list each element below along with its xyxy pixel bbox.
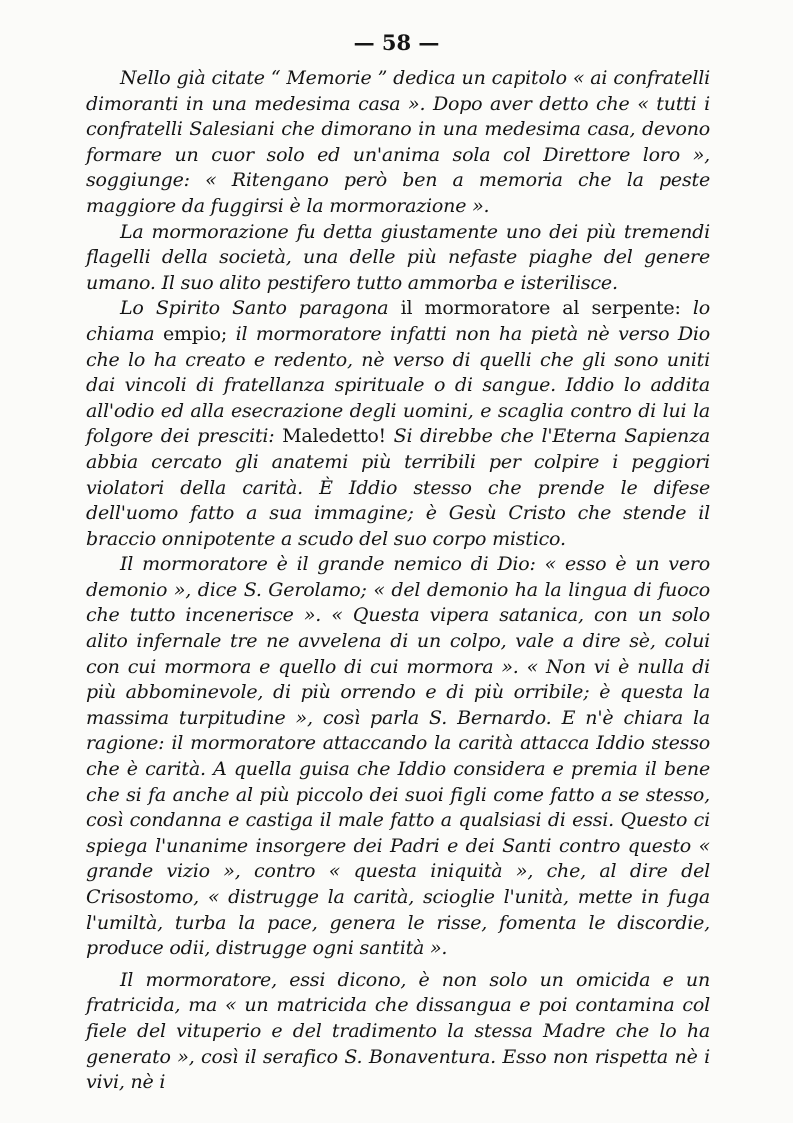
text-segment: La mormorazione fu detta giustamente uno dei più tremendi flagelli della società, una delle più nefaste piaghe del genere umano. Il suo alito pestifero tutto ammorba e isterilisce. bbox=[86, 220, 710, 294]
text-segment: Nello già citate “ Memorie ” dedica un capitolo « ai confratelli dimoranti in una medesima casa ». Dopo aver detto che « tutti i confratelli Salesiani che dimorano in una medesima casa, devono formare un cuor solo ed un'anima sola col Direttore loro », soggiunge: « Ritengano però ben a memoria che la peste maggiore da fuggirsi è la mormorazione ». bbox=[86, 67, 710, 217]
text-segment: Lo Spirito Santo paragona bbox=[120, 297, 401, 320]
text-segment: Il mormoratore, essi dicono, è non solo un omicida e un fratricida, ma « un matricida che dissangua e poi contamina col fiele del vituperio e del tradimento la stessa Madre che lo ha generato », così il serafico S. Bonaventura. Esso non rispetta nè i vivi, nè i bbox=[86, 968, 710, 1094]
paragraph bbox=[86, 296, 710, 552]
text-segment: Si direbbe che l'Eterna Sapienza abbia cercato gli anatemi più terribili per colpire i peggiori violatori della carità. È Iddio stesso che prende le difese dell'uomo fatto a sua immagine; è Gesù Cristo che stende il braccio onnipotente a scudo del suo corpo mistico. bbox=[86, 425, 711, 550]
text-segment: lo chiama bbox=[86, 297, 710, 345]
paragraph bbox=[86, 552, 710, 962]
text-segment: Maledetto! bbox=[282, 425, 386, 448]
paragraph bbox=[86, 220, 710, 297]
page-number: — 58 — bbox=[353, 30, 440, 55]
paragraph bbox=[86, 66, 710, 220]
text-segment: il mormoratore infatti non ha pietà nè verso Dio che lo ha creato e redento, nè verso di quelli che gli sono uniti dai vincoli di fratellanza spirituale o di sangue. Iddio lo addita all'odio ed alla esecrazione degli uomini, e scaglia contro di lui la folgore dei presciti: bbox=[86, 322, 710, 448]
text-segment: il mormoratore al serpente: bbox=[400, 297, 681, 320]
paragraph bbox=[86, 968, 710, 1096]
text-segment: empio; bbox=[162, 322, 228, 345]
body-text bbox=[86, 66, 710, 1096]
text-segment: Il mormoratore è il grande nemico di Dio: « esso è un vero demonio », dice S. Gerolamo; « del demonio ha la lingua di fuoco che tutto incenerisce ». « Questa vipera satanica, con un solo alito infernale tre ne avvelena di un colpo, vale a dire sè, colui con cui mormora e quello di cui mormora ». « Non vi è nulla di più abbominevole, di più orrendo e di più orribile; è questa la massima turpitudine », così parla S. Bernardo. E n'è chiara la ragione: il mormoratore attaccando la carità attacca Iddio stesso che è carità. A quella guisa che Iddio considera e premia il bene che si fa anche al più piccolo dei suoi figli come fatto a se stesso, così condanna e castiga il male fatto a qualsiasi di essi. Questo ci spiega l'unanime insorgere dei Padri e dei Santi contro questo « grande vizio », contro « questa iniquità », che, al dire del Crisostomo, « distrugge la carità, scioglie l'unità, mette in fuga l'umiltà, turba la pace, genera le risse, fomenta le discordie, produce odii, distrugge ogni santità ». bbox=[86, 553, 710, 960]
